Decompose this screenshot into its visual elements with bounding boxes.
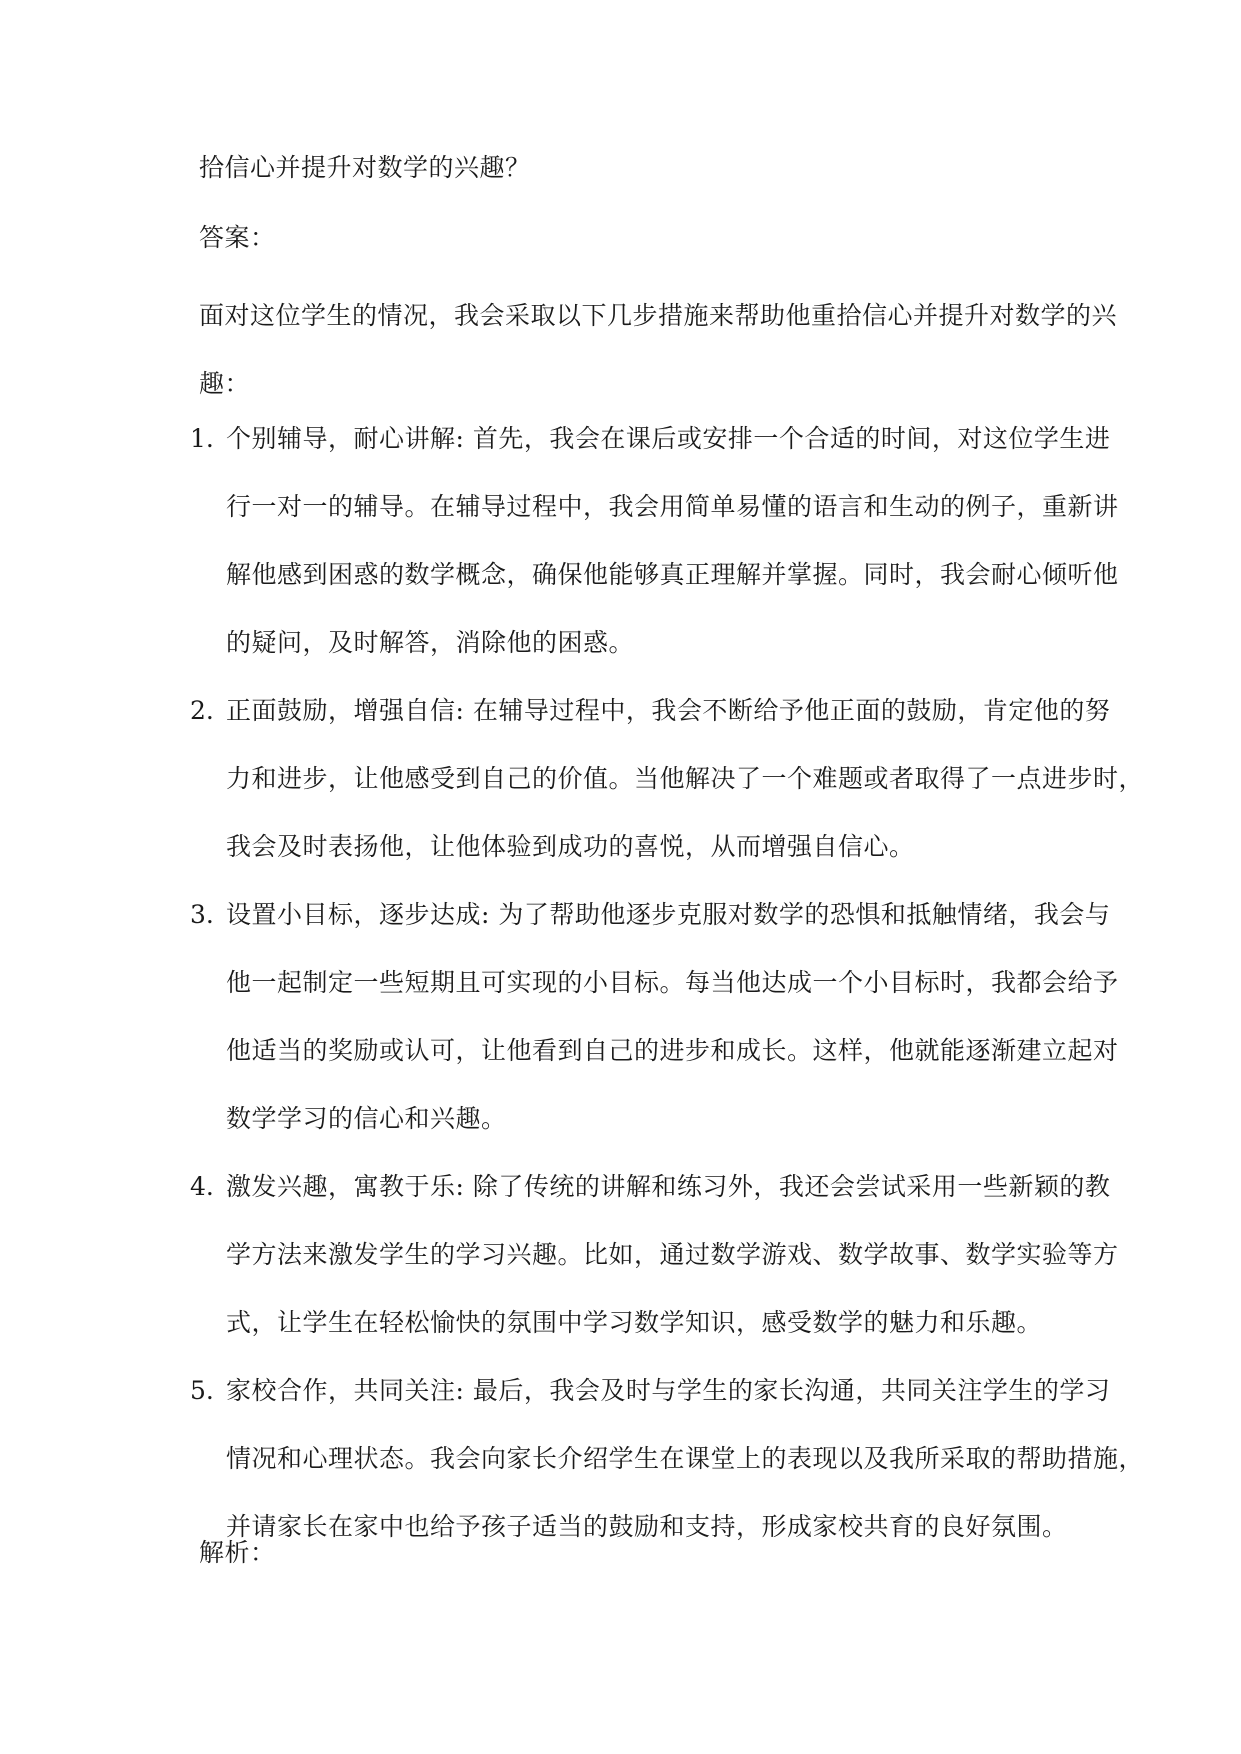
- list-item: [190, 1153, 1130, 1357]
- answer-label: 答案：: [199, 223, 276, 252]
- item-line: 个别辅导，耐心讲解: 首先，我会在课后或安排一个合适的时间，对这位学生进: [226, 424, 1111, 453]
- measures-list: [190, 405, 1145, 1561]
- item-line: 家校合作，共同关注: 最后，我会及时与学生的家长沟通，共同关注学生的学习: [226, 1376, 1111, 1405]
- question-tail: 拾信心并提升对数学的兴趣？: [199, 153, 531, 182]
- analysis-label: 解析：: [199, 1538, 276, 1567]
- item-number: 3.: [190, 900, 214, 929]
- item-line: 正面鼓励，增强自信: 在辅导过程中，我会不断给予他正面的鼓励，肯定他的努: [226, 696, 1111, 725]
- intro-paragraph: [199, 282, 1118, 418]
- item-line: 数学学习的信心和兴趣。: [226, 1104, 507, 1133]
- item-line: 我会及时表扬他，让他体验到成功的喜悦，从而增强自信心。: [226, 832, 915, 861]
- item-line: 式，让学生在轻松愉快的氛围中学习数学知识，感受数学的魅力和乐趣。: [226, 1308, 1043, 1337]
- item-line: 激发兴趣，寓教于乐: 除了传统的讲解和练习外，我还会尝试采用一些新颖的教: [226, 1172, 1111, 1201]
- item-line: 学方法来激发学生的学习兴趣。比如，通过数学游戏、数学故事、数学实验等方: [226, 1240, 1119, 1269]
- item-number: 1.: [190, 424, 214, 453]
- item-line: 的疑问，及时解答，消除他的困惑。: [226, 628, 635, 657]
- item-line: 解他感到困惑的数学概念，确保他能够真正理解并掌握。同时，我会耐心倾听他: [226, 560, 1119, 589]
- item-line: 力和进步，让他感受到自己的价值。当他解决了一个难题或者取得了一点进步时，: [226, 764, 1145, 793]
- item-line: 他一起制定一些短期且可实现的小目标。每当他达成一个小目标时，我都会给予: [226, 968, 1119, 997]
- item-line: 并请家长在家中也给予孩子适当的鼓励和支持，形成家校共育的良好氛围。: [226, 1512, 1068, 1541]
- list-item: [190, 1357, 1145, 1561]
- list-item: [190, 405, 1130, 677]
- item-line: 设置小目标，逐步达成: 为了帮助他逐步克服对数学的恐惧和抵触情绪，我会与: [226, 900, 1111, 929]
- list-item: [190, 677, 1145, 881]
- item-line: 行一对一的辅导。在辅导过程中，我会用简单易懂的语言和生动的例子，重新讲: [226, 492, 1119, 521]
- intro-line: 面对这位学生的情况，我会采取以下几步措施来帮助他重拾信心并提升对数学的兴: [199, 301, 1118, 330]
- item-line: 他适当的奖励或认可，让他看到自己的进步和成长。这样，他就能逐渐建立起对: [226, 1036, 1119, 1065]
- item-number: 5.: [190, 1376, 214, 1405]
- item-number: 2.: [190, 696, 214, 725]
- item-body: [226, 405, 1130, 677]
- item-body: [226, 881, 1130, 1153]
- item-line: 情况和心理状态。我会向家长介绍学生在课堂上的表现以及我所采取的帮助措施，: [226, 1444, 1145, 1473]
- item-body: [226, 677, 1145, 881]
- intro-line: 趣：: [199, 369, 251, 398]
- item-number: 4.: [190, 1172, 214, 1201]
- item-body: [226, 1153, 1130, 1357]
- list-item: [190, 881, 1130, 1153]
- item-body: [226, 1357, 1145, 1561]
